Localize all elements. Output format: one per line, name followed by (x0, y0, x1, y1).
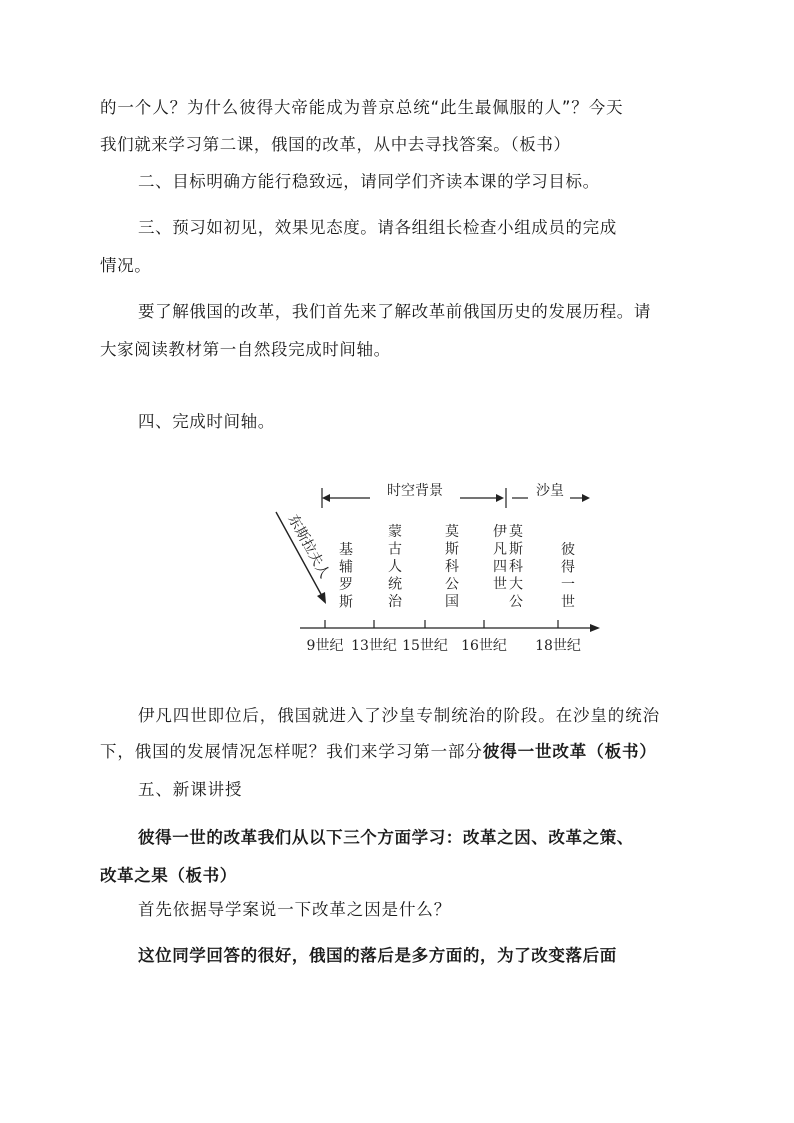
timeline-event-4: 伊凡四世 (493, 524, 507, 593)
timeline-event-2: 蒙古人统治 (388, 524, 402, 610)
timeline-event-5: 莫斯科大公 (509, 524, 523, 610)
section-timeline-heading: 四、完成时间轴。 (138, 412, 275, 431)
axis-tick-label-5: 18世纪 (535, 638, 581, 654)
section-new-lesson: 五、新课讲授 (138, 780, 243, 799)
board-note-peter: 彼得一世改革（板书） (482, 742, 657, 761)
paragraph-line-1: 的一个人？为什么彼得大帝能成为普京总统“此生最佩服的人”？今天 (100, 98, 624, 117)
paragraph-ivan-cont (100, 742, 657, 762)
paragraph-intro: 要了解俄国的改革，我们首先来了解改革前俄国历史的发展历程。请 (138, 302, 651, 321)
bold-line-reforms-cont: 改革之果（板书） (100, 866, 237, 885)
paragraph-ivan-cont-text: 下，俄国的发展情况怎样呢？我们来学习第一部分 (100, 742, 483, 761)
timeline-axis-arrowhead (590, 624, 600, 632)
paragraph-intro-cont: 大家阅读教材第一自然段完成时间轴。 (100, 340, 391, 359)
bracket-mid-arrowhead (496, 494, 504, 502)
timeline-event-3: 莫斯科公国 (445, 524, 459, 610)
paragraph-question: 首先依据导学案说一下改革之因是什么？ (138, 900, 452, 919)
axis-tick-label-1: 9世纪 (306, 638, 344, 654)
paragraph-answer: 这位同学回答的很好，俄国的落后是多方面的，为了改变落后面 (138, 946, 617, 965)
axis-ticks (307, 620, 581, 654)
bold-line-reforms: 彼得一世的改革我们从以下三个方面学习：改革之因、改革之策、 (138, 828, 634, 847)
timeline-event-1: 基辅罗斯 (339, 542, 353, 611)
bracket-right-arrowhead (582, 494, 590, 502)
axis-tick-label-3: 15世纪 (402, 638, 448, 654)
bracket-label-background: 时空背景 (387, 483, 443, 499)
paragraph-ivan: 伊凡四世即位后，俄国就进入了沙皇专制统治的阶段。在沙皇的统治 (138, 706, 660, 725)
timeline-diagram (270, 470, 600, 660)
bracket-left-arrowhead (322, 494, 330, 502)
axis-tick-label-4: 16世纪 (461, 638, 507, 654)
timeline-event-6: 彼得一世 (561, 542, 575, 611)
diagonal-arrowhead (317, 592, 326, 604)
section-preview-cont: 情况。 (100, 256, 152, 275)
axis-tick-label-2: 13世纪 (351, 638, 397, 654)
diagonal-label: 东斯拉夫人 (284, 512, 333, 582)
bracket-label-tsar: 沙皇 (536, 483, 564, 499)
event-columns (339, 523, 575, 611)
section-preview: 三、预习如初见，效果见态度。请各组组长检查小组成员的完成 (138, 218, 617, 237)
section-goals: 二、目标明确方能行稳致远，请同学们齐读本课的学习目标。 (138, 172, 600, 191)
paragraph-line-2: 我们就来学习第二课，俄国的改革，从中去寻找答案。（板书） (100, 135, 571, 154)
